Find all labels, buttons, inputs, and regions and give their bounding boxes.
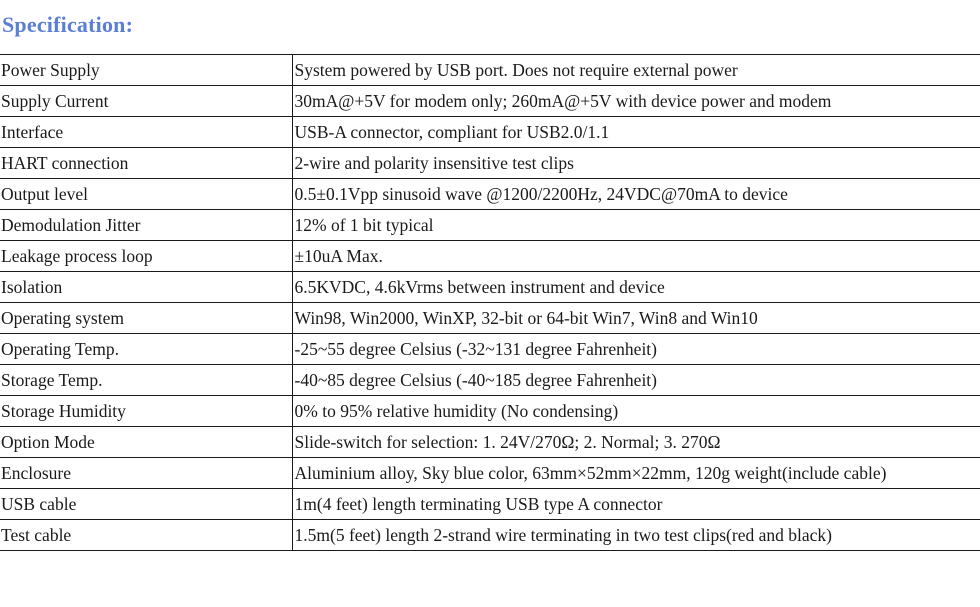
table-row	[0, 458, 980, 489]
spec-label: Supply Current	[0, 86, 292, 117]
spec-value: 1m(4 feet) length terminating USB type A connector	[292, 489, 980, 520]
spec-label: Isolation	[0, 272, 292, 303]
spec-value: 6.5KVDC, 4.6kVrms between instrument and device	[292, 272, 980, 303]
spec-value: 0.5±0.1Vpp sinusoid wave @1200/2200Hz, 24VDC@70mA to device	[292, 179, 980, 210]
table-row	[0, 365, 980, 396]
spec-value: System powered by USB port. Does not require external power	[292, 55, 980, 86]
spec-value: 1.5m(5 feet) length 2-strand wire terminating in two test clips(red and black)	[292, 520, 980, 551]
spec-label: Demodulation Jitter	[0, 210, 292, 241]
spec-value: Win98, Win2000, WinXP, 32-bit or 64-bit Win7, Win8 and Win10	[292, 303, 980, 334]
spec-value: 2-wire and polarity insensitive test clips	[292, 148, 980, 179]
spec-label: Operating Temp.	[0, 334, 292, 365]
spec-label: Enclosure	[0, 458, 292, 489]
spec-label: Power Supply	[0, 55, 292, 86]
specification-table	[0, 54, 980, 551]
spec-value: -25~55 degree Celsius (-32~131 degree Fahrenheit)	[292, 334, 980, 365]
spec-label: USB cable	[0, 489, 292, 520]
table-row	[0, 489, 980, 520]
spec-value: -40~85 degree Celsius (-40~185 degree Fahrenheit)	[292, 365, 980, 396]
spec-label: Interface	[0, 117, 292, 148]
table-row	[0, 86, 980, 117]
spec-label: Storage Temp.	[0, 365, 292, 396]
page-title: Specification:	[2, 12, 134, 37]
spec-label: Output level	[0, 179, 292, 210]
table-row	[0, 272, 980, 303]
spec-value: ±10uA Max.	[292, 241, 980, 272]
spec-value: USB-A connector, compliant for USB2.0/1.1	[292, 117, 980, 148]
table-row	[0, 427, 980, 458]
table-row	[0, 241, 980, 272]
spec-value: Slide-switch for selection: 1. 24V/270Ω; 2. Normal; 3. 270Ω	[292, 427, 980, 458]
spec-label: Test cable	[0, 520, 292, 551]
table-row	[0, 179, 980, 210]
spec-value: 0% to 95% relative humidity (No condensing)	[292, 396, 980, 427]
spec-value: Aluminium alloy, Sky blue color, 63mm×52mm×22mm, 120g weight(include cable)	[292, 458, 980, 489]
table-row	[0, 55, 980, 86]
table-row	[0, 148, 980, 179]
spec-value: 12% of 1 bit typical	[292, 210, 980, 241]
spec-value: 30mA@+5V for modem only; 260mA@+5V with device power and modem	[292, 86, 980, 117]
spec-label: Operating system	[0, 303, 292, 334]
table-row	[0, 117, 980, 148]
spec-label: Storage Humidity	[0, 396, 292, 427]
table-row	[0, 210, 980, 241]
table-row	[0, 396, 980, 427]
spec-label: Leakage process loop	[0, 241, 292, 272]
spec-label: Option Mode	[0, 427, 292, 458]
table-row	[0, 303, 980, 334]
table-row	[0, 520, 980, 551]
spec-label: HART connection	[0, 148, 292, 179]
table-row	[0, 334, 980, 365]
